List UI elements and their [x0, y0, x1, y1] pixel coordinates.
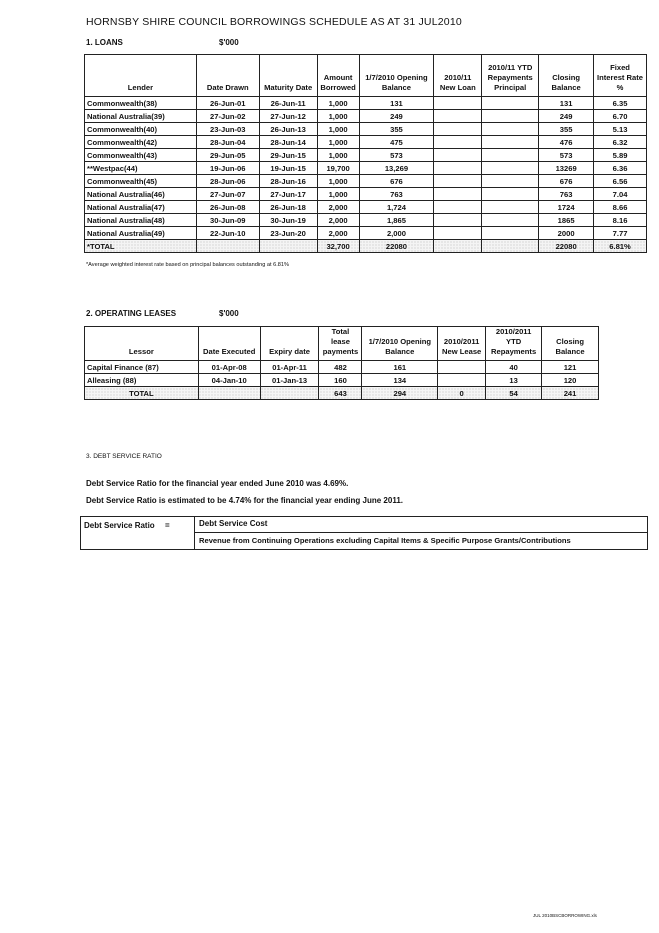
loans-cell: 1,000 [317, 136, 359, 149]
loans-cell: 19,700 [317, 162, 359, 175]
dsr-line-1: Debt Service Ratio for the financial year ended June 2010 was 4.69%. [86, 479, 349, 488]
loans-cell: 13269 [539, 162, 594, 175]
loans-cell: 249 [359, 110, 434, 123]
loans-header-5: 2010/11 New Loan [434, 55, 482, 97]
leases-total-cell: TOTAL [85, 387, 199, 400]
loans-header-6: 2010/11 YTD Repayments Principal [482, 55, 539, 97]
dsr-fraction-line [194, 532, 647, 533]
loan-row [85, 214, 647, 227]
loans-cell: 476 [539, 136, 594, 149]
lease-row [85, 374, 599, 387]
loans-cell: Commonwealth(42) [85, 136, 197, 149]
loans-cell: 6.32 [594, 136, 647, 149]
loan-row [85, 227, 647, 240]
loans-cell: 763 [359, 188, 434, 201]
lease-row [85, 361, 599, 374]
loans-total-cell [482, 240, 539, 253]
loans-cell: Commonwealth(45) [85, 175, 197, 188]
leases-total-cell: 643 [319, 387, 362, 400]
loans-cell: 28-Jun-14 [259, 136, 317, 149]
loans-cell: National Australia(46) [85, 188, 197, 201]
loans-cell: 23-Jun-20 [259, 227, 317, 240]
loans-cell: 2,000 [317, 227, 359, 240]
leases-cell: 482 [319, 361, 362, 374]
loans-footnote: *Average weighted interest rate based on principal balances outstanding at 6.81% [86, 262, 289, 268]
footer-filename: JUL 2010BSCBORROWING.xls [533, 913, 597, 918]
loans-total-row [85, 240, 647, 253]
leases-header-7: Closing Balance [542, 327, 599, 361]
leases-header-1: Date Executed [198, 327, 260, 361]
loans-total-cell [434, 240, 482, 253]
loans-cell: National Australia(39) [85, 110, 197, 123]
loans-cell [482, 162, 539, 175]
leases-total-cell: 294 [362, 387, 438, 400]
loans-cell: 573 [539, 149, 594, 162]
loans-cell: 29-Jun-15 [259, 149, 317, 162]
loans-cell [482, 136, 539, 149]
loans-cell: 19-Jun-15 [259, 162, 317, 175]
loans-cell: 249 [539, 110, 594, 123]
loans-cell: 27-Jun-07 [196, 188, 259, 201]
leases-header-2: Expiry date [260, 327, 319, 361]
leases-header-4: 1/7/2010 Opening Balance [362, 327, 438, 361]
loans-cell: 27-Jun-02 [196, 110, 259, 123]
dsr-formula-box [80, 516, 648, 550]
loans-cell: 676 [539, 175, 594, 188]
loans-cell [482, 149, 539, 162]
loans-cell: Commonwealth(38) [85, 97, 197, 110]
leases-total-cell [198, 387, 260, 400]
loans-cell [434, 227, 482, 240]
loan-row [85, 188, 647, 201]
loans-cell: National Australia(47) [85, 201, 197, 214]
loans-cell: 355 [539, 123, 594, 136]
loans-cell: 6.36 [594, 162, 647, 175]
loans-cell: 131 [539, 97, 594, 110]
loans-header-8: Fixed Interest Rate % [594, 55, 647, 97]
dsr-line-2: Debt Service Ratio is estimated to be 4.74% for the financial year ending June 2011. [86, 496, 403, 505]
loans-cell: 19-Jun-06 [196, 162, 259, 175]
loans-cell: Commonwealth(40) [85, 123, 197, 136]
loans-header-4: 1/7/2010 Opening Balance [359, 55, 434, 97]
loans-table [84, 54, 647, 253]
loan-row [85, 175, 647, 188]
loan-row [85, 110, 647, 123]
dsr-denominator: Revenue from Continuing Operations excluding Capital Items & Specific Purpose Grants/Contributions [199, 536, 571, 545]
loans-cell: 8.16 [594, 214, 647, 227]
loans-cell: 28-Jun-06 [196, 175, 259, 188]
loans-total-cell: 6.81% [594, 240, 647, 253]
loans-cell: 30-Jun-09 [196, 214, 259, 227]
loans-cell: **Westpac(44) [85, 162, 197, 175]
leases-cell: 40 [486, 361, 542, 374]
loans-heading: 1. LOANS [86, 38, 123, 47]
loan-row [85, 201, 647, 214]
loans-cell: 5.89 [594, 149, 647, 162]
loans-cell: 27-Jun-17 [259, 188, 317, 201]
leases-cell: 161 [362, 361, 438, 374]
leases-total-row [85, 387, 599, 400]
loans-cell [482, 188, 539, 201]
loan-row [85, 97, 647, 110]
loans-cell: 2000 [539, 227, 594, 240]
loans-cell: 1724 [539, 201, 594, 214]
leases-cell: 01-Apr-08 [198, 361, 260, 374]
loans-cell: 28-Jun-16 [259, 175, 317, 188]
leases-total-cell: 241 [542, 387, 599, 400]
loans-cell [434, 214, 482, 227]
page-title: HORNSBY SHIRE COUNCIL BORROWINGS SCHEDULE AS AT 31 JUL2010 [86, 16, 462, 28]
loans-unit: $'000 [219, 38, 239, 47]
loans-cell [434, 110, 482, 123]
leases-total-cell: 0 [438, 387, 486, 400]
dsr-divider-vertical [194, 517, 195, 549]
leases-header-5: 2010/2011 New Lease [438, 327, 486, 361]
loans-header-3: Amount Borrowed [317, 55, 359, 97]
leases-cell: 134 [362, 374, 438, 387]
leases-cell: 13 [486, 374, 542, 387]
leases-cell: 01-Apr-11 [260, 361, 319, 374]
loan-row [85, 136, 647, 149]
loans-cell [482, 110, 539, 123]
loans-cell: 1,000 [317, 175, 359, 188]
leases-heading: 2. OPERATING LEASES [86, 309, 177, 318]
loans-cell: 1,000 [317, 149, 359, 162]
loans-cell [482, 214, 539, 227]
loans-cell [434, 149, 482, 162]
leases-cell: 01-Jan-13 [260, 374, 319, 387]
loans-cell: 1,724 [359, 201, 434, 214]
loans-total-cell [196, 240, 259, 253]
loans-total-cell: 22080 [359, 240, 434, 253]
loans-cell: 1,000 [317, 97, 359, 110]
loans-cell: 475 [359, 136, 434, 149]
loans-header-0: Lender [85, 55, 197, 97]
loans-cell: 30-Jun-19 [259, 214, 317, 227]
loans-header-1: Date Drawn [196, 55, 259, 97]
loans-cell: 1,000 [317, 123, 359, 136]
loans-cell: 23-Jun-03 [196, 123, 259, 136]
loans-cell: 27-Jun-12 [259, 110, 317, 123]
loans-cell [482, 227, 539, 240]
loans-cell [434, 123, 482, 136]
loans-cell: National Australia(49) [85, 227, 197, 240]
loans-cell: 6.70 [594, 110, 647, 123]
loan-row [85, 123, 647, 136]
loans-cell: 26-Jun-18 [259, 201, 317, 214]
loans-cell: 131 [359, 97, 434, 110]
loans-cell: 2,000 [317, 214, 359, 227]
loans-cell: National Australia(48) [85, 214, 197, 227]
leases-cell: Alleasing (88) [85, 374, 199, 387]
dsr-heading: 3. DEBT SERVICE RATIO [86, 453, 162, 460]
loans-cell [434, 162, 482, 175]
loans-cell: 26-Jun-01 [196, 97, 259, 110]
leases-cell: Capital Finance (87) [85, 361, 199, 374]
loans-cell: 13,269 [359, 162, 434, 175]
loans-cell: 573 [359, 149, 434, 162]
leases-header-0: Lessor [85, 327, 199, 361]
loans-cell [482, 201, 539, 214]
loans-total-cell [259, 240, 317, 253]
loan-row [85, 162, 647, 175]
loans-cell: 7.04 [594, 188, 647, 201]
loans-cell [434, 188, 482, 201]
loans-cell [434, 201, 482, 214]
leases-total-cell: 54 [486, 387, 542, 400]
leases-cell: 120 [542, 374, 599, 387]
dsr-equals: = [165, 521, 170, 530]
loans-header-2: Maturity Date [259, 55, 317, 97]
loans-cell [434, 97, 482, 110]
leases-total-cell [260, 387, 319, 400]
leases-cell: 121 [542, 361, 599, 374]
dsr-label: Debt Service Ratio [84, 521, 155, 530]
leases-cell: 04-Jan-10 [198, 374, 260, 387]
loan-row [85, 149, 647, 162]
leases-table [84, 326, 599, 400]
loans-cell: 355 [359, 123, 434, 136]
loans-cell: 676 [359, 175, 434, 188]
loans-cell [434, 136, 482, 149]
loans-cell: 7.77 [594, 227, 647, 240]
loans-cell: 5.13 [594, 123, 647, 136]
loans-cell: 6.35 [594, 97, 647, 110]
loans-cell [482, 123, 539, 136]
dsr-numerator: Debt Service Cost [199, 519, 268, 528]
loans-cell [482, 175, 539, 188]
loans-cell: 1865 [539, 214, 594, 227]
loans-total-cell: 22080 [539, 240, 594, 253]
loans-cell: 6.56 [594, 175, 647, 188]
loans-cell: 8.66 [594, 201, 647, 214]
loans-cell: 26-Jun-13 [259, 123, 317, 136]
loans-total-cell: *TOTAL [85, 240, 197, 253]
loans-cell: 2,000 [359, 227, 434, 240]
loans-cell [434, 175, 482, 188]
leases-unit: $'000 [219, 309, 239, 318]
leases-cell: 160 [319, 374, 362, 387]
loans-cell: 29-Jun-05 [196, 149, 259, 162]
leases-cell [438, 374, 486, 387]
loans-cell: 1,865 [359, 214, 434, 227]
loans-cell: 22-Jun-10 [196, 227, 259, 240]
loans-cell: 1,000 [317, 110, 359, 123]
loans-cell: 2,000 [317, 201, 359, 214]
loans-cell: 26-Jun-08 [196, 201, 259, 214]
loans-cell: 1,000 [317, 188, 359, 201]
loans-cell: 28-Jun-04 [196, 136, 259, 149]
loans-header-7: Closing Balance [539, 55, 594, 97]
loans-cell [482, 97, 539, 110]
leases-header-6: 2010/2011 YTD Repayments [486, 327, 542, 361]
loans-total-cell: 32,700 [317, 240, 359, 253]
loans-cell: Commonwealth(43) [85, 149, 197, 162]
loans-cell: 763 [539, 188, 594, 201]
loans-cell: 26-Jun-11 [259, 97, 317, 110]
leases-cell [438, 361, 486, 374]
leases-header-3: Total lease payments [319, 327, 362, 361]
